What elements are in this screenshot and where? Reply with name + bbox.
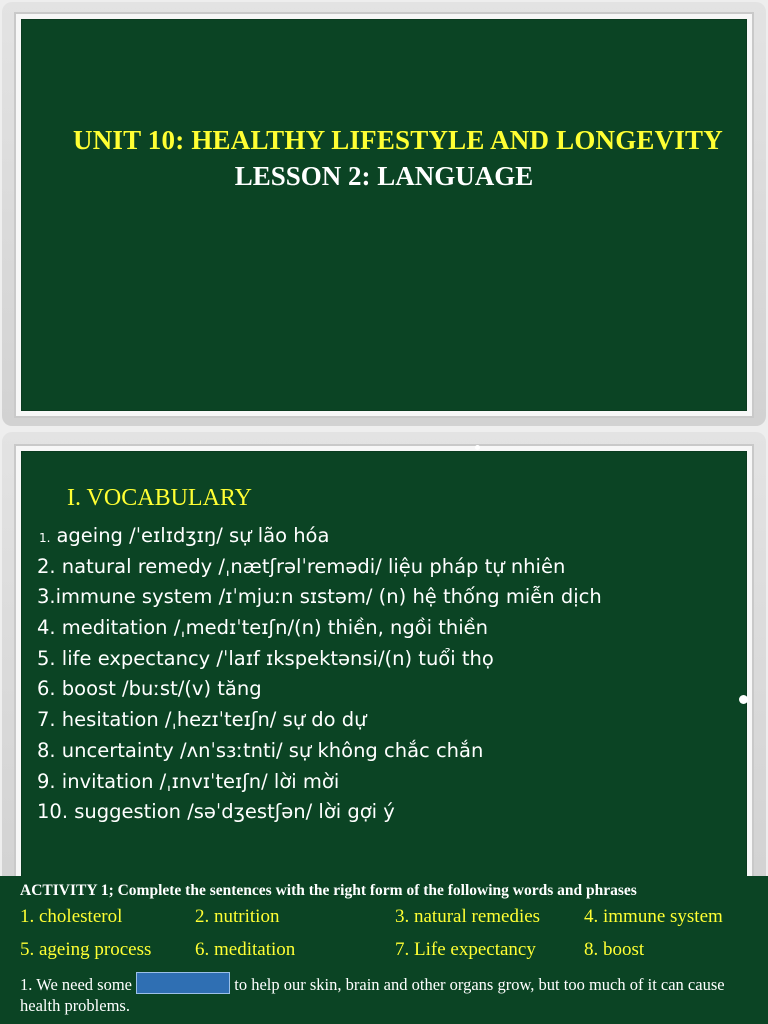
word-option: 3. natural remedies	[395, 906, 541, 927]
vocabulary-list	[37, 521, 602, 828]
word-option: 6. meditation	[195, 939, 296, 960]
slide-2-board	[16, 446, 752, 886]
activity-section	[0, 876, 768, 1024]
word-option: 2. nutrition	[195, 906, 280, 927]
list-item: 7. hesitation /ˌhezɪˈteɪʃn/ sự do dự	[37, 708, 367, 732]
word-option: 4. immune system	[584, 906, 723, 927]
unit-title: UNIT 10: HEALTHY LIFESTYLE AND LONGEVITY	[73, 125, 723, 155]
list-item: 10. suggestion /səˈdʒestʃən/ lời gợi ý	[37, 800, 395, 824]
list-item: 1. ageing /ˈeɪlɪdʒɪŋ/ sự lão hóa	[39, 524, 330, 547]
list-item: 2. natural remedy /ˌnætʃrəlˈremədi/ liệu pháp tự nhiên	[37, 554, 566, 578]
list-item: 4. meditation /ˌmedɪˈteɪʃn/(n) thiền, ngồi thiền	[37, 616, 489, 640]
list-item: 5. life expectancy /ˈlaɪf ɪkspektənsi/(n) tuổi thọ	[37, 646, 494, 670]
decorative-dot	[739, 695, 748, 704]
word-option: 7. Life expectancy	[395, 939, 536, 960]
list-item: 3.immune system /ɪˈmjuːn sɪstəm/ (n) hệ thống miễn dịch	[37, 585, 602, 609]
vocabulary-heading: I. VOCABULARY	[67, 485, 252, 511]
activity-title: ACTIVITY 1; Complete the sentences with the right form of the following words and phrases	[20, 882, 637, 899]
word-option: 1. cholesterol	[20, 906, 123, 927]
word-option: 8. boost	[584, 939, 645, 960]
list-item: 8. uncertainty /ʌnˈsɜːtnti/ sự không chắc chắn	[37, 738, 484, 762]
answer-blank[interactable]	[136, 972, 230, 994]
lesson-title: LESSON 2: LANGUAGE	[234, 161, 534, 191]
word-option: 5. ageing process	[20, 939, 152, 960]
sentence-1: 1. We need some to help our skin, brain and other organs grow, but too much of it can cause health problems.	[20, 972, 750, 1016]
list-item: 6. boost /buːst/(v) tăng	[37, 677, 262, 701]
decorative-dot	[475, 445, 480, 450]
slide-1-board	[16, 14, 752, 416]
list-item: 9. invitation /ˌɪnvɪˈteɪʃn/ lời mời	[37, 769, 340, 793]
